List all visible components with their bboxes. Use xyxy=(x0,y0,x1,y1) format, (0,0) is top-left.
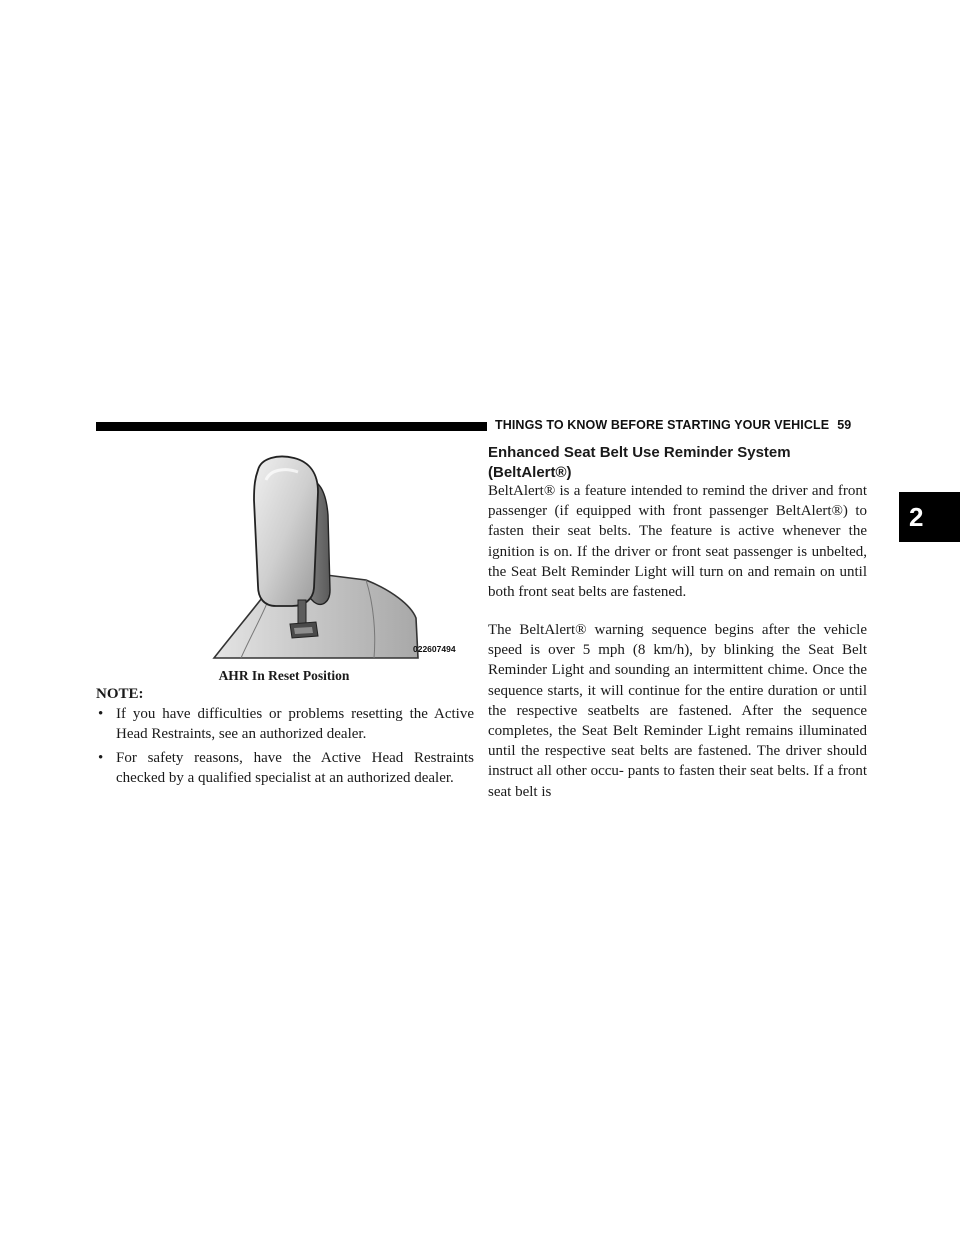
head-restraint-illustration xyxy=(206,440,472,660)
figure-caption: AHR In Reset Position xyxy=(218,668,350,683)
note-bullet: • For safety reasons, have the Active Head Restraints checked by a qualified specialist at an authorized dealer. xyxy=(96,749,474,788)
section-heading: Enhanced Seat Belt Use Reminder System (BeltAlert®) xyxy=(488,444,791,481)
header-rule xyxy=(96,422,487,431)
figure-code: 022607494 xyxy=(413,644,456,654)
running-header xyxy=(495,418,851,432)
body-paragraph: BeltAlert® is a feature intended to remind the driver and front passenger (if equipped with front passenger BeltAlert®) to fasten their seat belts. The feature is active whenever the ignition is on. If the driver or front seat passenger is unbelted, the Seat Belt Reminder Light will turn on and remain on until both front seat belts are fastened. xyxy=(488,483,867,601)
note-bullet-list xyxy=(96,705,474,793)
note-bullet: • If you have difficulties or problems resetting the Active Head Restraints, see an authorized dealer. xyxy=(96,705,474,744)
chapter-tab: 2 xyxy=(899,492,960,542)
page-number: 59 xyxy=(837,418,852,432)
note-label: NOTE: xyxy=(96,686,144,702)
body-paragraph: The BeltAlert® warning sequence begins after the vehicle speed is over 5 mph (8 km/h), by blinking the Seat Belt Reminder Light and sounding an intermittent chime. Once the sequence starts, it will continue for the entire duration or until the respective seatbelts are fastened. After the sequence completes, the Seat Belt Reminder Light remains illuminated until the respective seat belts are fastened. The driver should instruct all other occu- pants to fasten their seat belts. If a front seat belt is xyxy=(488,622,867,800)
head-restraint-figure xyxy=(206,440,472,660)
header-section-title: THINGS TO KNOW BEFORE STARTING YOUR VEHICLE xyxy=(495,418,830,432)
